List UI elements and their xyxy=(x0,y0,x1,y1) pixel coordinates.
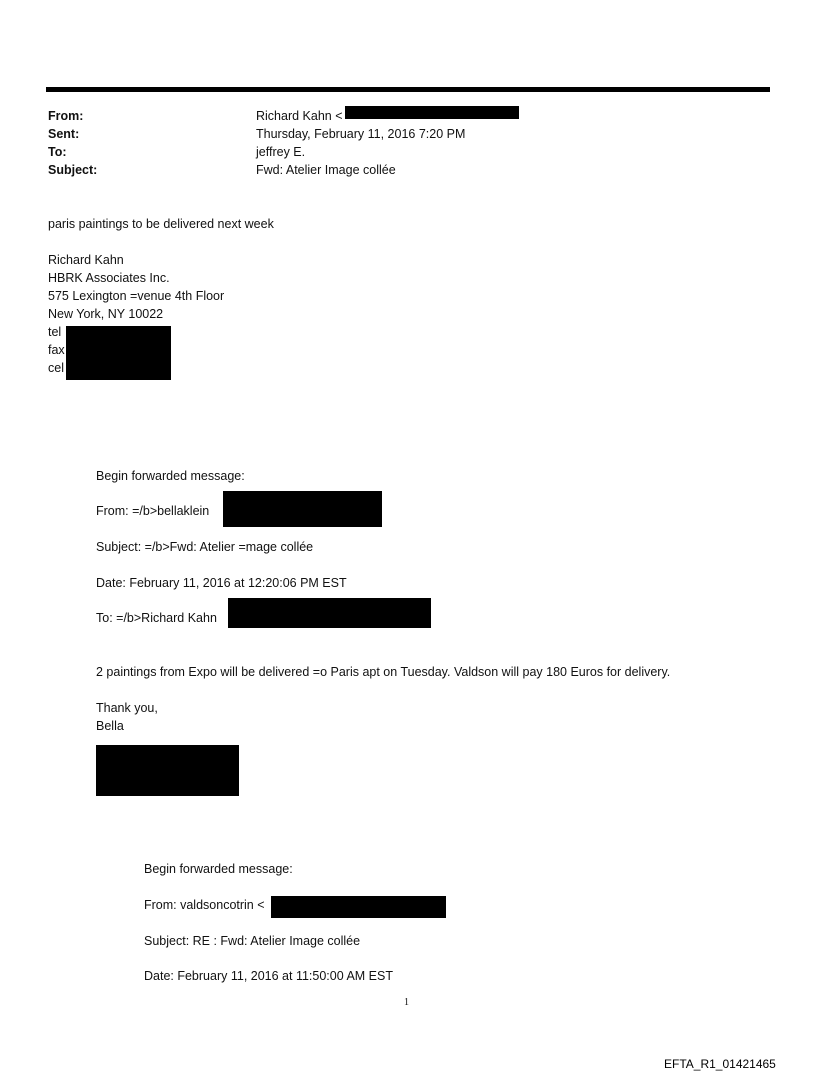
from-value: Richard Kahn < xyxy=(256,109,343,123)
forward1-date: Date: February 11, 2016 at 12:20:06 PM EST xyxy=(96,576,347,590)
redaction-phone-numbers xyxy=(66,326,171,380)
redaction-from-email xyxy=(345,106,519,119)
signature-address2: New York, NY 10022 xyxy=(48,307,164,321)
signature-company: HBRK Associates Inc. xyxy=(48,271,170,285)
forward2-begin: Begin forwarded message: xyxy=(144,862,293,876)
forward1-thanks: Thank you, xyxy=(96,701,158,715)
forward1-from: From: =/b>bellaklein xyxy=(96,504,210,518)
to-label: To: xyxy=(48,145,67,159)
signature-name: Richard Kahn xyxy=(48,253,124,267)
subject-value: Fwd: Atelier Image collée xyxy=(256,163,396,177)
redaction-forward1-from xyxy=(223,491,382,527)
forward1-name: Bella xyxy=(96,719,124,733)
to-value: jeffrey E. xyxy=(256,145,306,159)
sent-value: Thursday, February 11, 2016 7:20 PM xyxy=(256,127,466,141)
forward1-to: To: =/b>Richard Kahn xyxy=(96,611,217,625)
signature-cell-label: cel xyxy=(48,361,64,375)
forward1-message: 2 paintings from Expo will be delivered =o Paris apt on Tuesday. Valdson will pay 180 Euros for delivery. xyxy=(96,665,671,679)
from-label: From: xyxy=(48,109,84,123)
subject-label: Subject: xyxy=(48,163,98,177)
sent-label: Sent: xyxy=(48,127,80,141)
forward2-subject: Subject: RE : Fwd: Atelier Image collée xyxy=(144,934,361,948)
forward2-date: Date: February 11, 2016 at 11:50:00 AM EST xyxy=(144,969,393,983)
intro-line: paris paintings to be delivered next week xyxy=(48,217,274,231)
redaction-forward1-signature xyxy=(96,745,239,796)
page-number: 1 xyxy=(404,997,409,1008)
redaction-forward1-to xyxy=(228,598,431,628)
forward1-begin: Begin forwarded message: xyxy=(96,469,245,483)
header-rule xyxy=(46,87,770,92)
forward2-from: From: valdsoncotrin < xyxy=(144,898,265,912)
forward1-subject: Subject: =/b>Fwd: Atelier =mage collée xyxy=(96,540,314,554)
document-id: EFTA_R1_01421465 xyxy=(664,1057,776,1071)
signature-tel-label: tel xyxy=(48,325,62,339)
signature-address1: 575 Lexington =venue 4th Floor xyxy=(48,289,225,303)
redaction-forward2-from xyxy=(271,896,446,918)
signature-fax-label: fax xyxy=(48,343,65,357)
